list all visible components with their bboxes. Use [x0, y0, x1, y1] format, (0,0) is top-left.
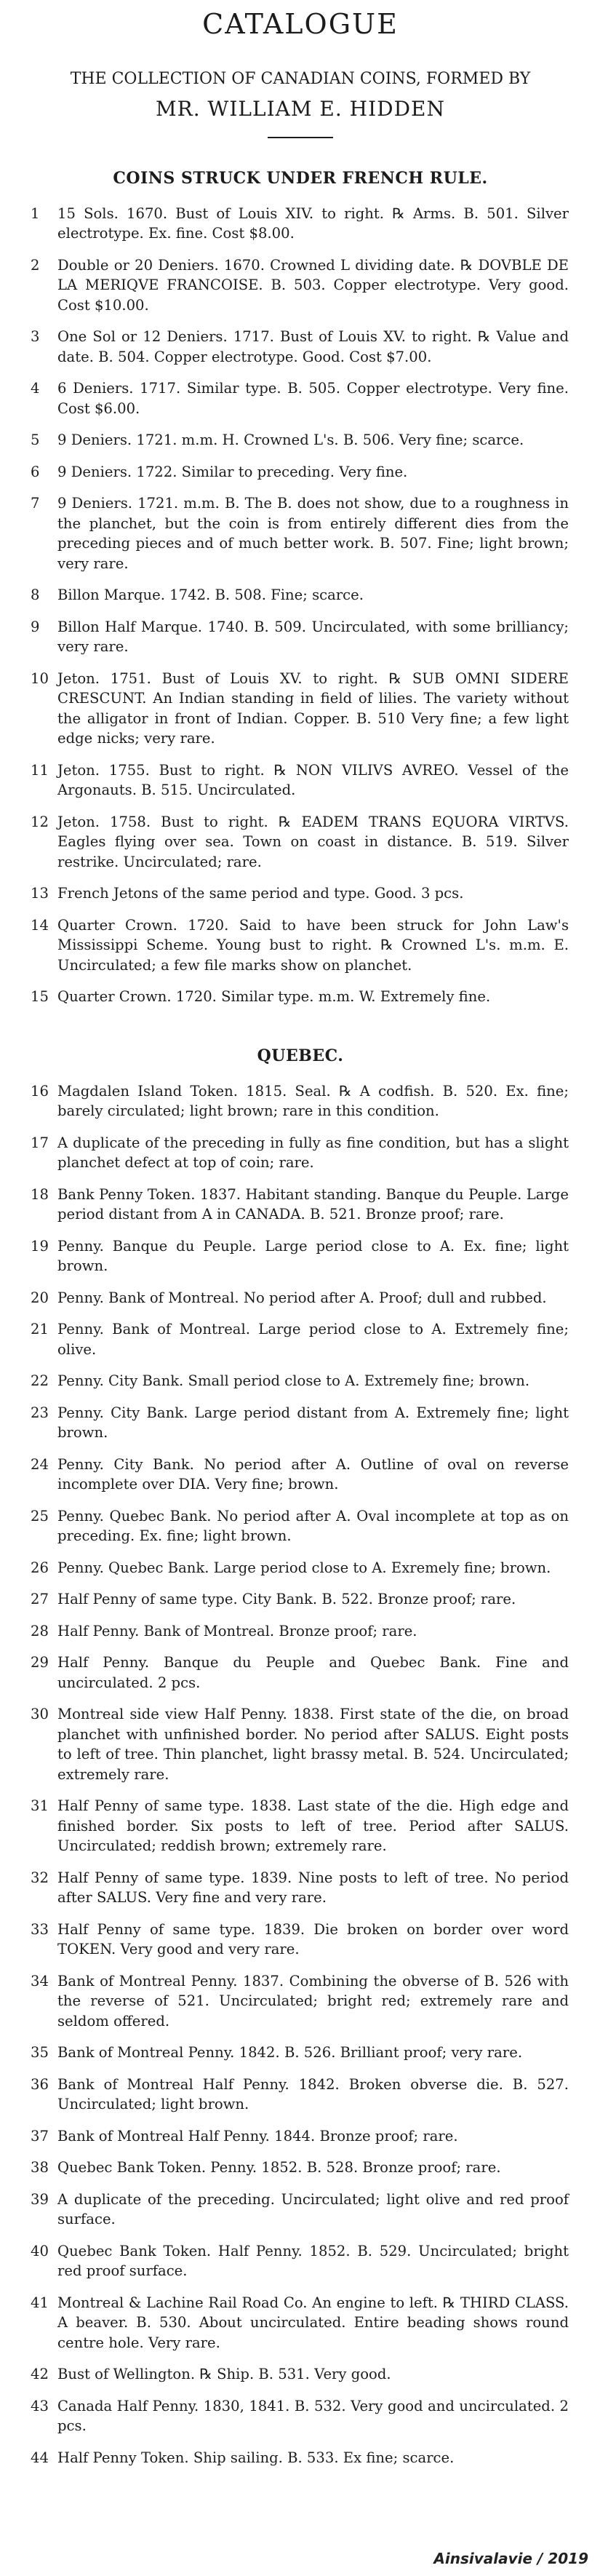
lot-description: Penny. Quebec Bank. Large period close to A. Exremely fine; brown. — [57, 1559, 551, 1576]
lot-number: 24 — [31, 1455, 49, 1473]
lot-number: 8 — [31, 587, 40, 604]
lot-entry — [28, 1796, 573, 1856]
lot-description: Bust of Wellington. ℞ Ship. B. 531. Very good. — [57, 2366, 391, 2383]
lot-description: Bank of Montreal Half Penny. 1842. Broken obverse die. B. 527. Uncirculated; light brown. — [57, 2075, 569, 2113]
lot-entry — [28, 883, 573, 904]
lot-description: Penny. City Bank. Small period close to A. Extremely fine; brown. — [57, 1372, 530, 1390]
lot-number: 11 — [31, 761, 49, 779]
lot-entry — [28, 585, 573, 605]
lot-number: 23 — [31, 1404, 49, 1421]
lot-description: Quarter Crown. 1720. Said to have been struck for John Law's Mississippi Scheme. Young bust to right. ℞ Crowned L's. m.m. E. Uncirculated; a few file marks show on planchet. — [57, 916, 569, 974]
lot-description: Magdalen Island Token. 1815. Seal. ℞ A codfish. B. 520. Ex. fine; barely circulated; light brown; rare in this condition. — [57, 1082, 569, 1120]
lot-number: 28 — [31, 1622, 49, 1639]
lot-number: 9 — [31, 618, 40, 635]
lot-number: 14 — [31, 916, 49, 934]
lot-description: Half Penny of same type. 1839. Die broken on border over word TOKEN. Very good and very rare. — [57, 1920, 569, 1958]
lot-entry — [28, 2396, 573, 2436]
lot-description: Montreal & Lachine Rail Road Co. An engine to left. ℞ THIRD CLASS. A beaver. B. 530. About uncirculated. Entire beading shows round centre hole. Very rare. — [57, 2294, 569, 2351]
lot-description: French Jetons of the same period and type. Good. 3 pcs. — [57, 885, 464, 902]
lot-entry — [28, 2126, 573, 2147]
lot-entry — [28, 1971, 573, 2032]
lot-number: 3 — [31, 328, 40, 346]
lot-description: A duplicate of the preceding in fully as fine condition, but has a slight planchet defect at top of coin; rare. — [57, 1134, 569, 1172]
lot-number: 12 — [31, 813, 49, 830]
catalogue-title: CATALOGUE — [202, 8, 399, 40]
lot-number: 6 — [31, 463, 40, 480]
lot-description: Jeton. 1758. Bust to right. ℞ EADEM TRANS EQUORA VIRTVS. Eagles flying over sea. Town on coast in distance. B. 519. Silver restrike. Uncirculated; rare. — [57, 813, 569, 870]
lot-entry — [28, 812, 573, 872]
lot-description: Quarter Crown. 1720. Similar type. m.m. W. Extremely fine. — [57, 988, 491, 1006]
lot-description: Penny. Bank of Montreal. No period after A. Proof; dull and rubbed. — [57, 1289, 547, 1306]
lot-entry — [28, 1319, 573, 1359]
lot-entry — [28, 1133, 573, 1173]
lot-number: 10 — [31, 669, 49, 687]
lot-number: 27 — [31, 1591, 49, 1608]
lot-number: 42 — [31, 2366, 49, 2383]
lot-description: One Sol or 12 Deniers. 1717. Bust of Louis XV. to right. ℞ Value and date. B. 504. Copper electrotype. Good. Cost $7.00. — [57, 328, 569, 365]
lot-number: 43 — [31, 2397, 49, 2414]
lot-entry — [28, 1403, 573, 1443]
lot-description: Quebec Bank Token. Half Penny. 1852. B. 529. Uncirculated; bright red proof surface. — [57, 2242, 569, 2280]
lot-entry — [28, 2241, 573, 2281]
lot-description: Quebec Bank Token. Penny. 1852. B. 528. Bronze proof; rare. — [57, 2159, 501, 2177]
lot-description: Half Penny. Banque du Peuple and Quebec Bank. Fine and uncirculated. 2 pcs. — [57, 1654, 569, 1691]
lot-number: 20 — [31, 1289, 49, 1306]
lot-description: Half Penny Token. Ship sailing. B. 533. Ex fine; scarce. — [57, 2449, 455, 2466]
lot-number: 25 — [31, 1507, 49, 1524]
lot-entry — [28, 1621, 573, 1642]
lot-entry — [28, 2293, 573, 2353]
lot-number: 31 — [31, 1797, 49, 1815]
lot-description: Bank of Montreal Half Penny. 1844. Bronze proof; rare. — [57, 2127, 458, 2144]
lot-description: Montreal side view Half Penny. 1838. First state of the die, on broad planchet with unfinished border. No period after SALUS. Eight posts to left of tree. Thin planchet, light brassy metal. B. 524. Uncirculated; extremely rare. — [57, 1706, 569, 1783]
lot-entry — [28, 987, 573, 1007]
lot-number: 36 — [31, 2075, 49, 2093]
lot-entry — [28, 1589, 573, 1610]
lot-number: 19 — [31, 1237, 49, 1255]
catalogue-page — [28, 0, 573, 2479]
lot-number: 32 — [31, 1869, 49, 1886]
lot-description: Bank of Montreal Penny. 1842. B. 526. Brilliant proof; very rare. — [57, 2044, 523, 2062]
lot-number: 4 — [31, 380, 40, 397]
lot-number: 2 — [31, 256, 40, 274]
watermark: Ainsivalavie / 2019 — [433, 2550, 588, 2567]
lot-number: 33 — [31, 1920, 49, 1938]
lot-entry — [28, 2043, 573, 2063]
lot-entry — [28, 2364, 573, 2385]
lot-entry — [28, 1236, 573, 1276]
lot-number: 21 — [31, 1321, 49, 1338]
lot-entry — [28, 430, 573, 450]
lot-description: Canada Half Penny. 1830, 1841. B. 532. Very good and uncirculated. 2 pcs. — [57, 2397, 569, 2435]
lot-number: 26 — [31, 1559, 49, 1576]
lot-entry — [28, 1185, 573, 1225]
lot-number: 40 — [31, 2242, 49, 2259]
lot-number: 29 — [31, 1654, 49, 1671]
lot-description: Jeton. 1755. Bust to right. ℞ NON VILIVS AVREO. Vessel of the Argonauts. B. 515. Uncirculated. — [57, 761, 569, 799]
lot-entry — [28, 1081, 573, 1121]
lot-description: Jeton. 1751. Bust of Louis XV. to right. ℞ SUB OMNI SIDERE CRESCUNT. An Indian standing in field of lilies. The variety without the alligator in front of Indian. Copper. B. 510 Very fine; a few light edge nicks; very rare. — [57, 669, 569, 747]
section-heading-french-rule: COINS STRUCK UNDER FRENCH RULE. — [113, 168, 488, 188]
lot-number: 22 — [31, 1372, 49, 1390]
collector-name: MR. WILLIAM E. HIDDEN — [156, 96, 445, 121]
lot-description: Penny. Bank of Montreal. Large period close to A. Extremely fine; olive. — [57, 1321, 569, 1358]
lot-entry — [28, 617, 573, 657]
lot-description: Double or 20 Deniers. 1670. Crowned L dividing date. ℞ DOVBLE DE LA MERIQVE FRANCOISE. B. 503. Copper electrotype. Very good. Cost $10.00. — [57, 256, 569, 314]
lot-entry — [28, 1868, 573, 1908]
lot-entry — [28, 1288, 573, 1308]
lot-entry — [28, 493, 573, 573]
lot-number: 35 — [31, 2044, 49, 2062]
lot-entry — [28, 2158, 573, 2178]
lot-description: Billon Marque. 1742. B. 508. Fine; scarce. — [57, 587, 364, 604]
lot-entry — [28, 1558, 573, 1578]
lot-description: Penny. Quebec Bank. No period after A. Oval incomplete at top as on preceding. Ex. fine; light brown. — [57, 1507, 569, 1545]
lot-entry — [28, 462, 573, 482]
lot-list-quebec — [28, 1081, 573, 2468]
lot-number: 1 — [31, 204, 40, 222]
lot-entry — [28, 255, 573, 316]
lot-description: Penny. Banque du Peuple. Large period close to A. Ex. fine; light brown. — [57, 1237, 569, 1275]
lot-number: 34 — [31, 1972, 49, 1989]
lot-number: 17 — [31, 1134, 49, 1151]
lot-description: 15 Sols. 1670. Bust of Louis XIV. to right. ℞ Arms. B. 501. Silver electrotype. Ex. fine. Cost $8.00. — [57, 204, 569, 242]
lot-number: 7 — [31, 495, 40, 512]
lot-description: Bank of Montreal Penny. 1837. Combining the obverse of B. 526 with the reverse of 521. Uncirculated; bright red; extremely rare and seldom offered. — [57, 1972, 569, 2030]
lot-description: Half Penny of same type. 1838. Last state of the die. High edge and finished border. Six posts to left of tree. Period after SALUS. Uncirculated; reddish brown; extremely rare. — [57, 1797, 569, 1855]
lot-entry — [28, 2190, 573, 2230]
lot-entry — [28, 1653, 573, 1693]
lot-entry — [28, 1371, 573, 1391]
lot-number: 13 — [31, 885, 49, 902]
lot-entry — [28, 1704, 573, 1784]
section-heading-quebec: QUEBEC. — [257, 1046, 344, 1065]
lot-entry — [28, 2448, 573, 2468]
lot-number: 39 — [31, 2190, 49, 2208]
lot-description: Half Penny of same type. 1839. Nine posts to left of tree. No period after SALUS. Very fine and very rare. — [57, 1869, 569, 1907]
lot-description: Penny. City Bank. No period after A. Outline of oval on reverse incomplete over DIA. Very fine; brown. — [57, 1455, 569, 1493]
lot-entry — [28, 915, 573, 976]
lot-number: 15 — [31, 988, 49, 1006]
lot-number: 5 — [31, 432, 40, 449]
lot-number: 44 — [31, 2449, 49, 2466]
lot-number: 30 — [31, 1706, 49, 1723]
lot-entry — [28, 760, 573, 800]
catalogue-subtitle: THE COLLECTION OF CANADIAN COINS, FORMED BY — [70, 69, 531, 88]
lot-entry — [28, 327, 573, 367]
lot-number: 41 — [31, 2294, 49, 2311]
lot-description: Bank Penny Token. 1837. Habitant standing. Banque du Peuple. Large period distant from A in CANADA. B. 521. Bronze proof; rare. — [57, 1185, 569, 1223]
lot-number: 18 — [31, 1185, 49, 1203]
lot-entry — [28, 2075, 573, 2115]
lot-description: 6 Deniers. 1717. Similar type. B. 505. Copper electrotype. Very fine. Cost $6.00. — [57, 380, 569, 417]
lot-description: Half Penny. Bank of Montreal. Bronze proof; rare. — [57, 1622, 417, 1639]
lot-description: 9 Deniers. 1721. m.m. H. Crowned L's. B. 506. Very fine; scarce. — [57, 432, 524, 449]
lot-description: 9 Deniers. 1721. m.m. B. The B. does not show, due to a roughness in the planchet, but the coin is from entirely different dies from the preceding pieces and of much better work. B. 507. Fine; light brown; very rare. — [57, 495, 569, 572]
lot-entry — [28, 1506, 573, 1546]
lot-entry — [28, 1920, 573, 1960]
lot-entry — [28, 378, 573, 418]
lot-number: 37 — [31, 2127, 49, 2144]
lot-entry — [28, 1455, 573, 1495]
lot-description: 9 Deniers. 1722. Similar to preceding. Very fine. — [57, 463, 408, 480]
lot-description: Penny. City Bank. Large period distant from A. Extremely fine; light brown. — [57, 1404, 569, 1442]
lot-description: A duplicate of the preceding. Uncirculated; light olive and red proof surface. — [57, 2190, 569, 2228]
lot-number: 38 — [31, 2159, 49, 2177]
lot-number: 16 — [31, 1082, 49, 1100]
lot-entry — [28, 204, 573, 244]
lot-description: Half Penny of same type. City Bank. B. 522. Bronze proof; rare. — [57, 1591, 516, 1608]
lot-list-french-rule — [28, 204, 573, 1007]
lot-entry — [28, 669, 573, 749]
title-divider — [268, 137, 333, 138]
lot-description: Billon Half Marque. 1740. B. 509. Uncirculated, with some brilliancy; very rare. — [57, 618, 569, 656]
